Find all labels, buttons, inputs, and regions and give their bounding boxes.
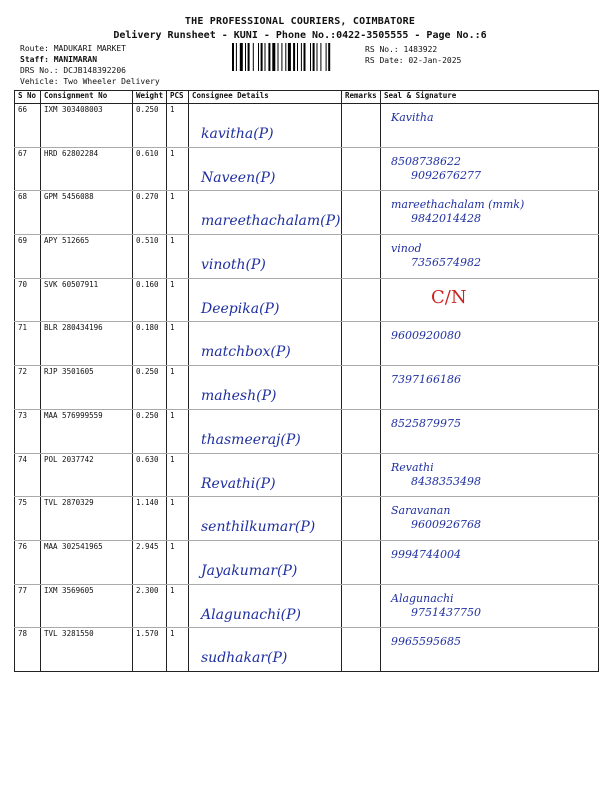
row-consignee	[189, 147, 342, 191]
row-signature	[381, 409, 599, 453]
barcode-bar	[248, 43, 250, 71]
signature-text: 9600920080	[391, 329, 461, 343]
row-weight: 0.250	[133, 366, 167, 410]
row-weight: 0.250	[133, 409, 167, 453]
meta-left	[20, 43, 160, 87]
barcode-bar	[317, 43, 318, 71]
row-pcs: 1	[167, 453, 189, 497]
signature-text: 9965595685	[391, 635, 461, 649]
row-remarks	[342, 497, 381, 541]
row-consignee	[189, 628, 342, 672]
table-header-row	[15, 91, 599, 104]
row-remarks	[342, 409, 381, 453]
row-consignee	[189, 409, 342, 453]
signature-text: Revathi	[391, 460, 434, 474]
barcode-bar	[320, 43, 321, 71]
table-row	[15, 628, 599, 672]
signature-phone: 9751437750	[411, 605, 481, 619]
row-remarks	[342, 278, 381, 322]
barcode-bar	[285, 43, 286, 71]
barcode-bar	[297, 43, 298, 71]
signature-text: 7397166186	[391, 373, 461, 387]
row-sno: 75	[15, 497, 41, 541]
row-signature	[381, 497, 599, 541]
barcode-bar	[310, 43, 311, 71]
barcode-bar	[272, 43, 275, 71]
row-consignee	[189, 104, 342, 148]
consignee-handwriting: thasmeeraj(P)	[201, 431, 301, 448]
drs-no: DRS No.: DCJB148392206	[20, 66, 126, 75]
table-row	[15, 322, 599, 366]
row-signature	[381, 628, 599, 672]
consignee-handwriting: matchbox(P)	[201, 344, 291, 361]
barcode-bar	[293, 43, 295, 71]
col-remarks: Remarks	[342, 91, 381, 104]
barcode-bar	[301, 43, 302, 71]
row-consignee	[189, 322, 342, 366]
col-weight: Weight	[133, 91, 167, 104]
signature-phone: 8438353498	[411, 474, 481, 488]
route: Route: MADUKARI MARKET	[20, 44, 126, 53]
row-weight: 0.160	[133, 278, 167, 322]
row-weight: 0.630	[133, 453, 167, 497]
table-row	[15, 409, 599, 453]
barcode-bar	[326, 43, 327, 71]
row-sno: 70	[15, 278, 41, 322]
signature-phone: 9092676277	[411, 168, 481, 182]
consignee-handwriting: Deepika(P)	[201, 300, 280, 317]
row-consignment-no: TVL 2870329	[41, 497, 133, 541]
runsheet-subtitle: Delivery Runsheet - KUNI - Phone No.:0422-3505555 - Page No.:6	[113, 30, 487, 41]
row-weight: 1.140	[133, 497, 167, 541]
barcode-bar	[245, 43, 246, 71]
col-signature: Seal & Signature	[381, 91, 599, 104]
row-consignment-no: BLR 280434196	[41, 322, 133, 366]
signature-phone: 9842014428	[411, 212, 481, 226]
table-row	[15, 497, 599, 541]
signature-text: mareethachalam (mmk)	[391, 198, 525, 212]
row-signature	[381, 584, 599, 628]
barcode-bar	[313, 43, 315, 71]
signature-text: Alagunachi	[391, 591, 454, 605]
vehicle: Vehicle: Two Wheeler Delivery	[20, 77, 160, 86]
row-consignment-no: TVL 3281550	[41, 628, 133, 672]
row-pcs: 1	[167, 322, 189, 366]
row-consignee	[189, 366, 342, 410]
barcode-bar	[258, 43, 259, 71]
row-consignment-no: IXM 303408003	[41, 104, 133, 148]
signature-text: Kavitha	[391, 111, 434, 124]
consignee-handwriting: sudhakar(P)	[201, 650, 288, 667]
table-row	[15, 191, 599, 235]
row-consignee	[189, 497, 342, 541]
barcode-bar	[236, 43, 237, 71]
table-row	[15, 453, 599, 497]
row-signature	[381, 191, 599, 235]
row-sno: 73	[15, 409, 41, 453]
row-signature	[381, 322, 599, 366]
col-consignment: Consignment No	[41, 91, 133, 104]
row-consignee	[189, 278, 342, 322]
row-sno: 71	[15, 322, 41, 366]
row-pcs: 1	[167, 497, 189, 541]
row-sno: 67	[15, 147, 41, 191]
consignee-handwriting: Jayakumar(P)	[201, 562, 298, 579]
row-signature	[381, 104, 599, 148]
table-row	[15, 584, 599, 628]
row-consignee	[189, 191, 342, 235]
row-signature	[381, 235, 599, 279]
barcode-bar	[281, 43, 282, 71]
row-weight: 2.300	[133, 584, 167, 628]
table-row	[15, 366, 599, 410]
runsheet-table	[14, 90, 599, 672]
row-consignee	[189, 235, 342, 279]
row-weight: 0.250	[133, 104, 167, 148]
row-consignment-no: MAA 576999559	[41, 409, 133, 453]
table-row	[15, 104, 599, 148]
row-weight: 0.180	[133, 322, 167, 366]
row-pcs: 1	[167, 628, 189, 672]
row-weight: 0.610	[133, 147, 167, 191]
consignee-handwriting: Revathi(P)	[201, 475, 276, 492]
table-row	[15, 540, 599, 584]
row-remarks	[342, 584, 381, 628]
signature-text: Saravanan	[391, 504, 451, 518]
row-sno: 78	[15, 628, 41, 672]
row-remarks	[342, 191, 381, 235]
row-pcs: 1	[167, 540, 189, 584]
row-consignee	[189, 584, 342, 628]
row-sno: 66	[15, 104, 41, 148]
signature-text: 8508738622	[391, 154, 461, 168]
barcode-bar	[253, 43, 254, 71]
row-pcs: 1	[167, 278, 189, 322]
signature-text: 8525879975	[391, 416, 461, 430]
row-pcs: 1	[167, 104, 189, 148]
row-signature	[381, 147, 599, 191]
row-sno: 74	[15, 453, 41, 497]
rs-date: RS Date: 02-Jan-2025	[365, 56, 462, 65]
consignee-handwriting: kavitha(P)	[201, 126, 274, 142]
signature-text: C/N	[431, 286, 467, 308]
barcode-image	[232, 43, 358, 71]
row-remarks	[342, 540, 381, 584]
meta-right	[365, 44, 461, 66]
barcode-bar	[278, 43, 279, 71]
signature-text: 9994744004	[391, 547, 461, 561]
col-consignee: Consignee Details	[189, 91, 342, 104]
row-pcs: 1	[167, 147, 189, 191]
row-remarks	[342, 322, 381, 366]
row-signature	[381, 453, 599, 497]
row-consignment-no: POL 2037742	[41, 453, 133, 497]
barcode-bar	[261, 43, 263, 71]
table-row	[15, 235, 599, 279]
barcode-bar	[328, 43, 330, 71]
signature-text: vinod	[391, 242, 422, 256]
row-remarks	[342, 453, 381, 497]
barcode-bar	[288, 43, 291, 71]
row-remarks	[342, 366, 381, 410]
row-sno: 77	[15, 584, 41, 628]
row-weight: 0.270	[133, 191, 167, 235]
col-sno: S No	[15, 91, 41, 104]
row-consignment-no: APY 512665	[41, 235, 133, 279]
row-consignee	[189, 453, 342, 497]
row-consignment-no: SVK 60507911	[41, 278, 133, 322]
col-pcs: PCS	[167, 91, 189, 104]
row-consignment-no: RJP 3501605	[41, 366, 133, 410]
table-row	[15, 147, 599, 191]
row-consignment-no: MAA 302541965	[41, 540, 133, 584]
consignee-handwriting: vinoth(P)	[201, 257, 266, 274]
row-signature	[381, 540, 599, 584]
row-pcs: 1	[167, 235, 189, 279]
consignee-handwriting: Naveen(P)	[201, 169, 276, 186]
row-pcs: 1	[167, 584, 189, 628]
barcode-bar	[304, 43, 306, 71]
consignee-handwriting: senthilkumar(P)	[201, 519, 316, 536]
consignee-handwriting: mareethachalam(P)	[201, 213, 341, 230]
row-remarks	[342, 147, 381, 191]
row-remarks	[342, 235, 381, 279]
barcode-bar	[265, 43, 266, 71]
barcode-bar	[232, 43, 234, 71]
row-consignment-no: IXM 3569605	[41, 584, 133, 628]
row-weight: 2.945	[133, 540, 167, 584]
row-signature	[381, 366, 599, 410]
row-weight: 0.510	[133, 235, 167, 279]
row-consignee	[189, 540, 342, 584]
row-consignment-no: HRD 62802284	[41, 147, 133, 191]
row-sno: 68	[15, 191, 41, 235]
row-remarks	[342, 104, 381, 148]
barcode-bar	[268, 43, 270, 71]
signature-phone: 9600926768	[411, 518, 481, 532]
row-pcs: 1	[167, 409, 189, 453]
row-consignment-no: GPM 5456088	[41, 191, 133, 235]
row-sno: 72	[15, 366, 41, 410]
row-pcs: 1	[167, 191, 189, 235]
signature-phone: 7356574982	[411, 256, 481, 270]
barcode-bar	[240, 43, 243, 71]
row-sno: 69	[15, 235, 41, 279]
consignee-handwriting: Alagunachi(P)	[201, 606, 301, 623]
runsheet-title: THE PROFESSIONAL COURIERS, COIMBATORE	[184, 16, 416, 27]
row-pcs: 1	[167, 366, 189, 410]
row-sno: 76	[15, 540, 41, 584]
consignee-handwriting: mahesh(P)	[201, 388, 277, 405]
row-weight: 1.570	[133, 628, 167, 672]
rs-no: RS No.: 1483922	[365, 45, 438, 54]
staff: Staff: MANIMARAN	[20, 55, 98, 64]
table-row	[15, 278, 599, 322]
row-remarks	[342, 628, 381, 672]
row-signature	[381, 278, 599, 322]
